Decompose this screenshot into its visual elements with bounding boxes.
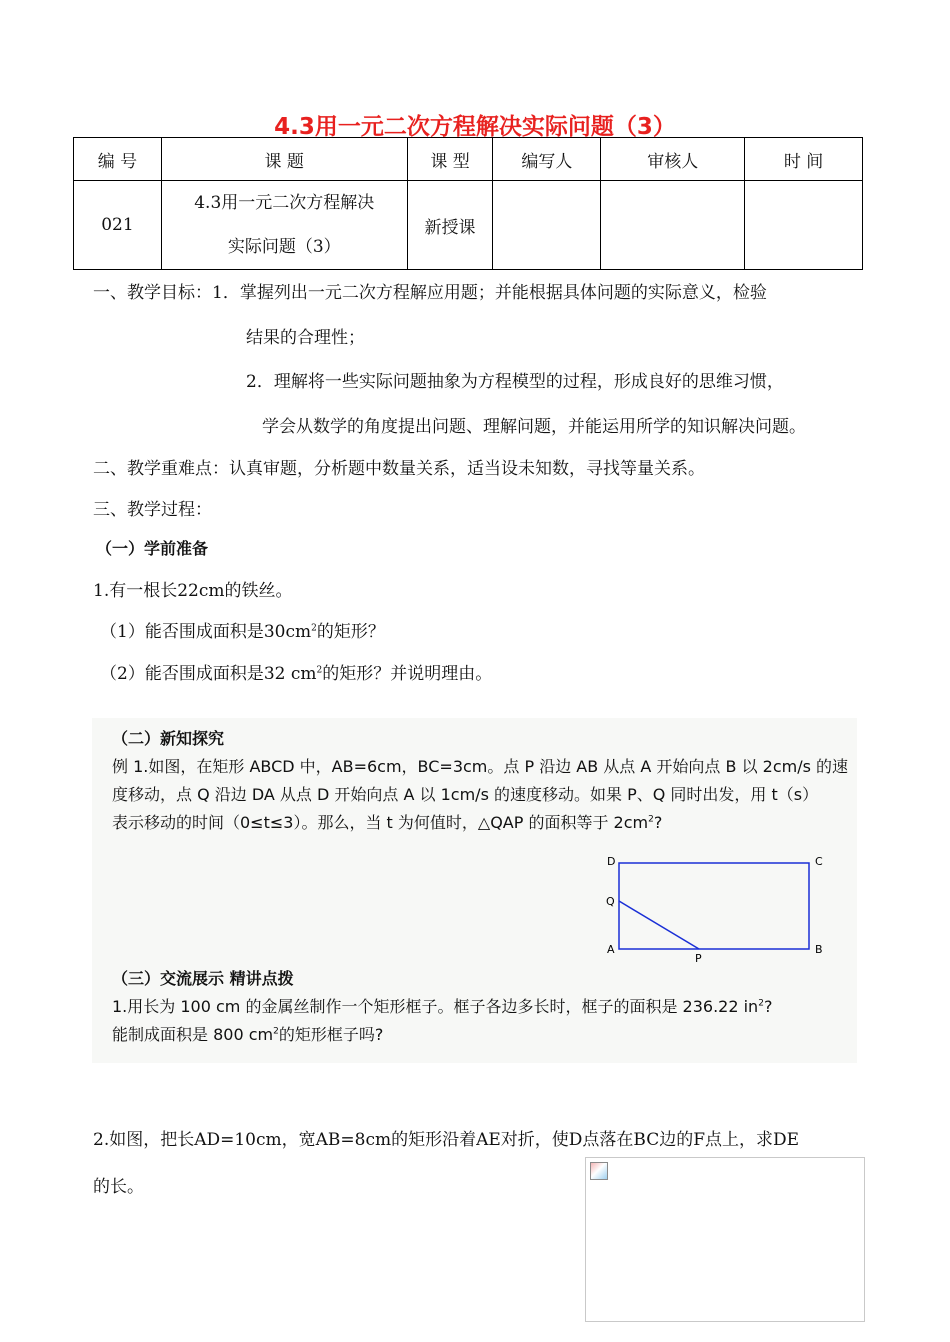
- rectangle-abcd: [619, 863, 809, 949]
- cell-number: 021: [74, 181, 162, 270]
- label-q: Q: [606, 895, 615, 908]
- problem1-line1: [112, 994, 772, 1017]
- p1-sup: 2: [758, 998, 764, 1009]
- section2-text: 二、教学重难点：认真审题，分析题中数量关系，适当设未知数，寻找等量关系。: [93, 459, 705, 479]
- p2-post: 的矩形框子吗?: [278, 1025, 384, 1044]
- label-d: D: [607, 855, 616, 868]
- p2-sup: 2: [273, 1026, 279, 1037]
- goal2-line2: 学会从数学的角度提出问题、理解问题，并能运用所学的知识解决问题。: [262, 417, 806, 437]
- discussion-heading: （三）交流展示 精讲点拨: [112, 969, 294, 988]
- q1b-sup: 2: [316, 665, 323, 676]
- lesson-info-table: [73, 137, 863, 270]
- cell-type: 新授课: [407, 181, 493, 270]
- cell-writer: [493, 181, 601, 270]
- section1-label: 一、教学目标：: [93, 283, 212, 303]
- section3-text: 三、教学过程：: [93, 500, 212, 520]
- p1-text: 1.用长为 100 cm 的金属丝制作一个矩形框子。框子各边多长时，框子的面积是 236.22 in: [112, 997, 759, 1016]
- header-type: 课 型: [407, 138, 493, 181]
- question2-line1: 2.如图，把长AD=10cm，宽AB=8cm的矩形沿着AE对折，使D点落在BC边的F点上，求DE: [93, 1130, 800, 1150]
- q1b-text: （2）能否围成面积是32 cm: [100, 664, 317, 684]
- table-row: [74, 181, 863, 270]
- page-title: 4.3用一元二次方程解决实际问题（3）: [274, 114, 676, 140]
- problem1-line2: [112, 1022, 383, 1045]
- ex3-post: ?: [653, 813, 663, 832]
- cell-topic: [161, 181, 407, 270]
- cell-reviewer: [601, 181, 745, 270]
- q1a-text: （1）能否围成面积是30cm: [100, 622, 312, 642]
- p2-text: 能制成面积是 800 cm: [112, 1025, 274, 1044]
- header-reviewer: 审核人: [601, 138, 745, 181]
- prep-question1b: [100, 659, 492, 684]
- explore-heading: （二）新知探究: [112, 729, 225, 748]
- header-number: 编 号: [74, 138, 162, 181]
- segment-qp: [619, 901, 699, 949]
- q1a-sup: 2: [311, 623, 317, 634]
- label-p: P: [695, 952, 702, 963]
- label-c: C: [815, 855, 823, 868]
- goal1-line2: 结果的合理性；: [246, 328, 365, 348]
- missing-figure-placeholder: [585, 1157, 865, 1322]
- goal2-line1: 2．理解将一些实际问题抽象为方程模型的过程，形成良好的思维习惯，: [246, 372, 784, 392]
- goals-line1: [93, 278, 767, 303]
- q1a-post: 的矩形？: [316, 622, 385, 642]
- scanned-problem-panel: [92, 718, 857, 1063]
- table-header-row: [74, 138, 863, 181]
- cell-time: [745, 181, 863, 270]
- rectangle-figure: [597, 851, 837, 963]
- p1-post: ?: [763, 997, 773, 1016]
- question2-line2: 的长。: [93, 1177, 144, 1197]
- prep-question1: 1.有一根长22cm的铁丝。: [93, 581, 293, 601]
- header-time: 时 间: [745, 138, 863, 181]
- prep-question1a: [100, 617, 385, 642]
- goal1-line1: 1．掌握列出一元二次方程解应用题；并能根据具体问题的实际意义，检验: [212, 283, 767, 303]
- label-a: A: [607, 943, 615, 956]
- q1b-post: 的矩形？并说明理由。: [322, 664, 493, 684]
- example1-line1: 例 1.如图，在矩形 ABCD 中，AB=6cm，BC=3cm。点 P 沿边 AB 从点 A 开始向点 B 以 2cm/s 的速: [112, 757, 849, 776]
- label-b: B: [815, 943, 823, 956]
- example1-line3: [112, 810, 662, 833]
- prep-heading: （一）学前准备: [96, 539, 209, 558]
- cell-topic-line1: 4.3用一元二次方程解决: [194, 193, 375, 213]
- cell-topic-line2: 实际问题（3）: [227, 237, 341, 257]
- ex3-sup: 2: [648, 814, 654, 825]
- ex3-text: 表示移动的时间（0≤t≤3）。那么，当 t 为何值时，△QAP 的面积等于 2cm: [112, 813, 649, 832]
- broken-image-icon: [590, 1162, 608, 1180]
- header-topic: 课 题: [161, 138, 407, 181]
- example1-line2: 度移动，点 Q 沿边 DA 从点 D 开始向点 A 以 1cm/s 的速度移动。如果 P、Q 同时出发，用 t（s）: [112, 785, 819, 804]
- header-writer: 编写人: [493, 138, 601, 181]
